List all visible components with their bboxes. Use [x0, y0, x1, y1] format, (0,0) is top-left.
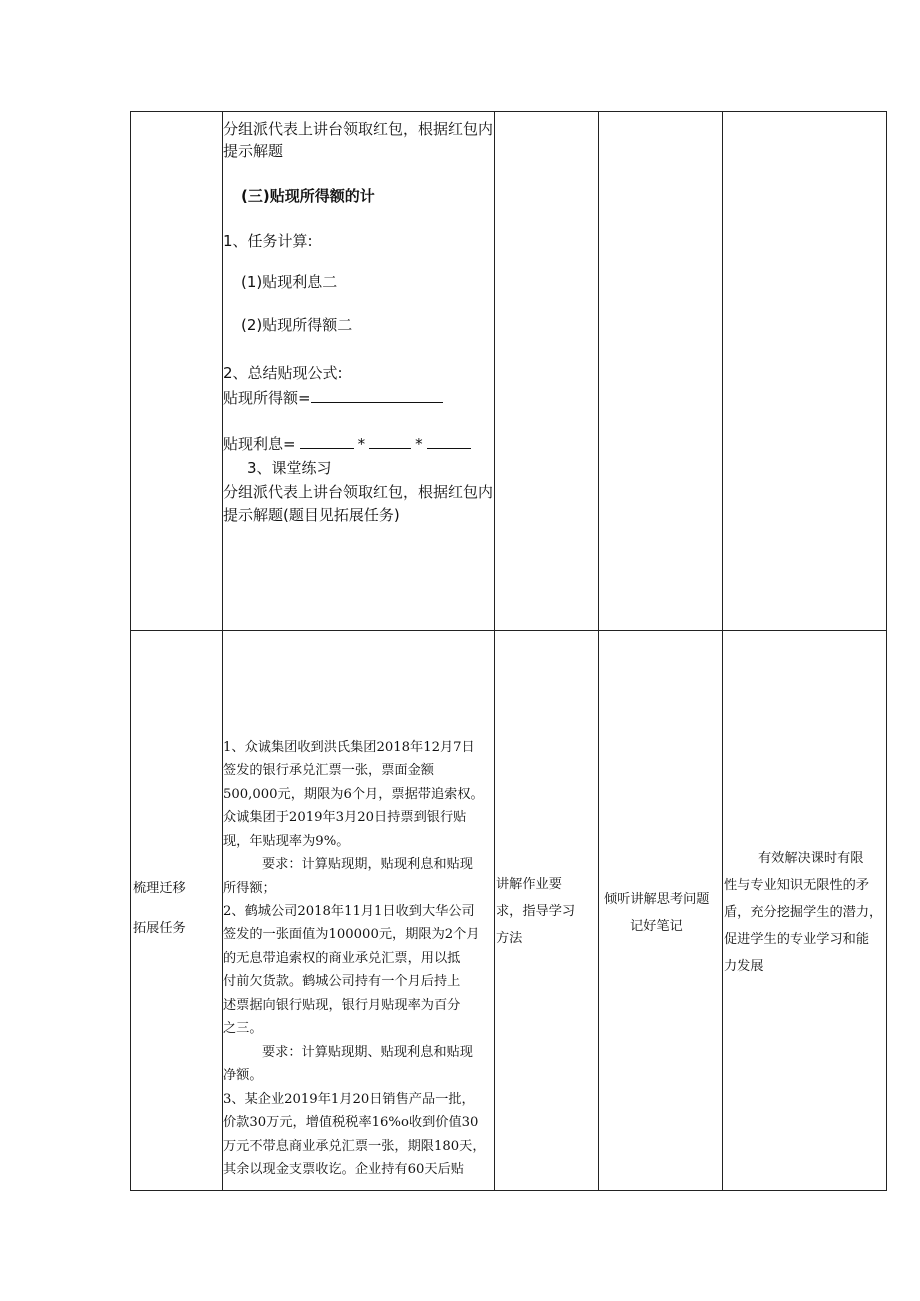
design-intent-line: 促进学生的专业学习和能: [724, 932, 870, 947]
exercise-line: 要求：计算贴现期、贴现利息和贴现: [262, 1045, 473, 1060]
practice-heading: 3、课堂练习: [247, 459, 332, 477]
design-intent-line: 力发展: [724, 959, 764, 974]
col-line: [130, 111, 131, 1191]
instruction-line: 分组派代表上讲台领取红包，根据红包内: [223, 120, 494, 138]
exercise-line: 的无息带追索权的商业承兑汇票，用以抵: [223, 951, 461, 966]
task-item: (2)贴现所得额二: [241, 316, 353, 334]
student-activity-line: 记好笔记: [630, 919, 683, 934]
exercise-line: 3、某企业2019年1月20日销售产品一批，: [223, 1092, 475, 1107]
design-intent-line: 性与专业知识无限性的矛: [724, 878, 870, 893]
table-border-top: [130, 111, 887, 112]
design-intent-line: 有效解决课时有限: [758, 851, 864, 866]
instruction-line: 分组派代表上讲台领取红包，根据红包内: [223, 483, 494, 501]
instruction-line: 提示解题: [223, 142, 284, 160]
row-divider: [130, 630, 887, 631]
instruction-line: 提示解题(题目见拓展任务): [223, 506, 400, 524]
teacher-activity-line: 求，指导学习: [496, 904, 576, 919]
section-heading: (三)贴现所得额的计: [241, 187, 375, 205]
exercise-line: 500,000元，期限为6个月，票据带追索权。: [223, 787, 484, 802]
teacher-activity-line: 讲解作业要: [496, 877, 562, 892]
exercise-line: 2、鹤城公司2018年11月1日收到大华公司: [223, 904, 475, 919]
col-line: [722, 111, 723, 1191]
lesson-plan-table: [130, 111, 887, 1191]
exercise-line: 1、众诚集团收到洪氏集团2018年12月7日: [223, 740, 475, 755]
exercise-line: 付前欠货款。鹤城公司持有一个月后持上: [223, 974, 461, 989]
exercise-line: 述票据向银行贴现，银行月贴现率为百分: [223, 998, 461, 1013]
col-line: [886, 111, 887, 1191]
fill-blank[interactable]: [369, 434, 411, 449]
fill-blank[interactable]: [427, 434, 471, 449]
exercise-line: 净额。: [223, 1068, 263, 1083]
exercise-line: 价款30万元，增值税税率16%o收到价值30: [223, 1115, 479, 1130]
exercise-line: 众诚集团于2019年3月20日持票到银行贴: [223, 810, 467, 825]
teacher-activity-line: 方法: [496, 931, 523, 946]
student-activity-line: 倾听讲解思考问题: [604, 892, 710, 907]
design-intent-line: 盾，充分挖掘学生的潜力，: [724, 905, 883, 920]
col-line: [494, 111, 495, 1191]
fill-blank[interactable]: [311, 388, 443, 403]
task-item: (1)贴现利息二: [241, 273, 338, 291]
exercise-line: 签发的一张面值为100000元，期限为2个月: [223, 927, 480, 942]
exercise-line: 之三。: [223, 1021, 263, 1036]
exercise-line: 签发的银行承兑汇票一张，票面金额: [223, 763, 434, 778]
col-line: [598, 111, 599, 1191]
exercise-line: 所得额；: [223, 881, 276, 896]
exercise-line: 要求：计算贴现期，贴现利息和贴现: [262, 857, 473, 872]
exercise-line: 万元不带息商业承兑汇票一张，期限180天，: [223, 1139, 486, 1154]
formula-line: 贴现所得额=: [223, 387, 443, 409]
formula-line: 贴现利息= * *: [223, 433, 471, 455]
stage-label: 梳理迁移: [133, 881, 186, 896]
exercise-line: 现，年贴现率为9%。: [223, 834, 350, 849]
exercise-line: 其余以现金支票收讫。企业持有60天后贴: [223, 1162, 464, 1177]
task-heading: 1、任务计算:: [223, 232, 313, 250]
table-border-bottom: [130, 1190, 887, 1191]
fill-blank[interactable]: [300, 434, 354, 449]
formula-heading: 2、总结贴现公式:: [223, 364, 343, 382]
stage-label: 拓展任务: [133, 921, 186, 936]
